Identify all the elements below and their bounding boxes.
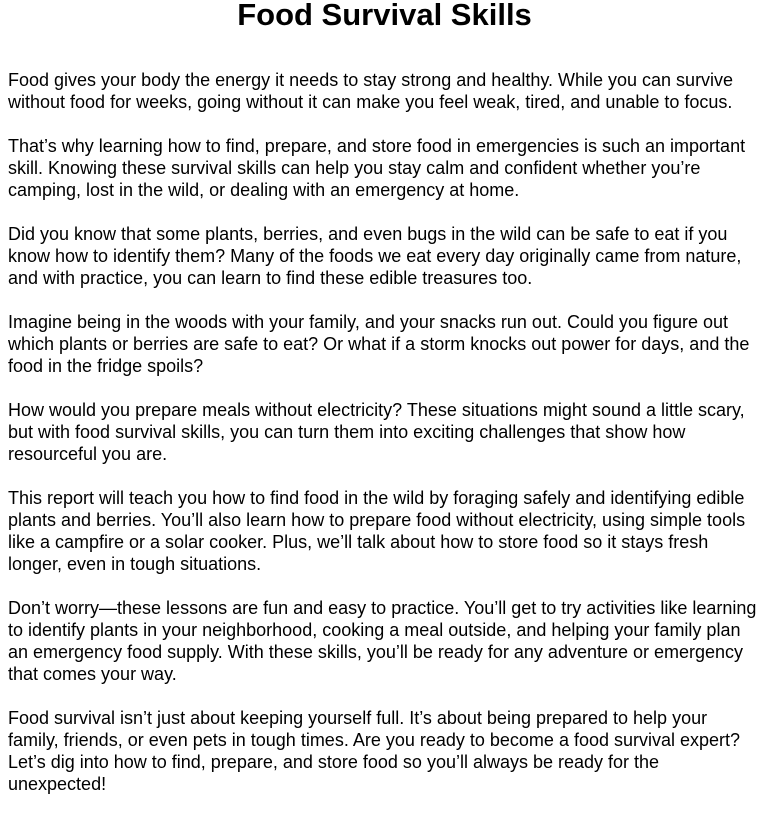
paragraph-6: This report will teach you how to find food in the wild by foraging safely and identifying edible plants and berries. You’ll also learn how to prepare food without electricity, using simple tools like a campfire or a solar cooker. Plus, we’ll talk about how to store food so it stays fresh longer, even in tough situations.	[8, 488, 746, 574]
paragraph-2: That’s why learning how to find, prepare, and store food in emergencies is such an important skill. Knowing these survival skills can help you stay calm and confident whether you’re camping, lost in the wild, or dealing with an emergency at home.	[8, 136, 746, 200]
paragraph-3: Did you know that some plants, berries, and even bugs in the wild can be safe to eat if you know how to identify them? Many of the foods we eat every day originally came from nature, and with practice, you can learn to find these edible treasures too.	[8, 224, 742, 288]
document-body	[8, 69, 758, 817]
paragraph-8: Food survival isn’t just about keeping yourself full. It’s about being prepared to help your family, friends, or even pets in tough times. Are you ready to become a food survival expert? Let’s dig into how to find, prepare, and store food so you’ll always be ready for the unexpected!	[8, 708, 741, 794]
paragraph-4: Imagine being in the woods with your family, and your snacks run out. Could you figure out which plants or berries are safe to eat? Or what if a storm knocks out power for days, and the food in the fridge spoils?	[8, 312, 750, 376]
paragraph-5: How would you prepare meals without electricity? These situations might sound a little scary, but with food survival skills, you can turn them into exciting challenges that show how resourceful you are.	[8, 400, 745, 464]
paragraph-1: Food gives your body the energy it needs to stay strong and healthy. While you can survive without food for weeks, going without it can make you feel weak, tired, and unable to focus.	[8, 70, 734, 112]
page-title: Food Survival Skills	[237, 0, 532, 32]
paragraph-7: Don’t worry—these lessons are fun and easy to practice. You’ll get to try activities like learning to identify plants in your neighborhood, cooking a meal outside, and helping your family plan an emergency food supply. With these skills, you’ll be ready for any adventure or emergency that comes your way.	[8, 598, 757, 684]
